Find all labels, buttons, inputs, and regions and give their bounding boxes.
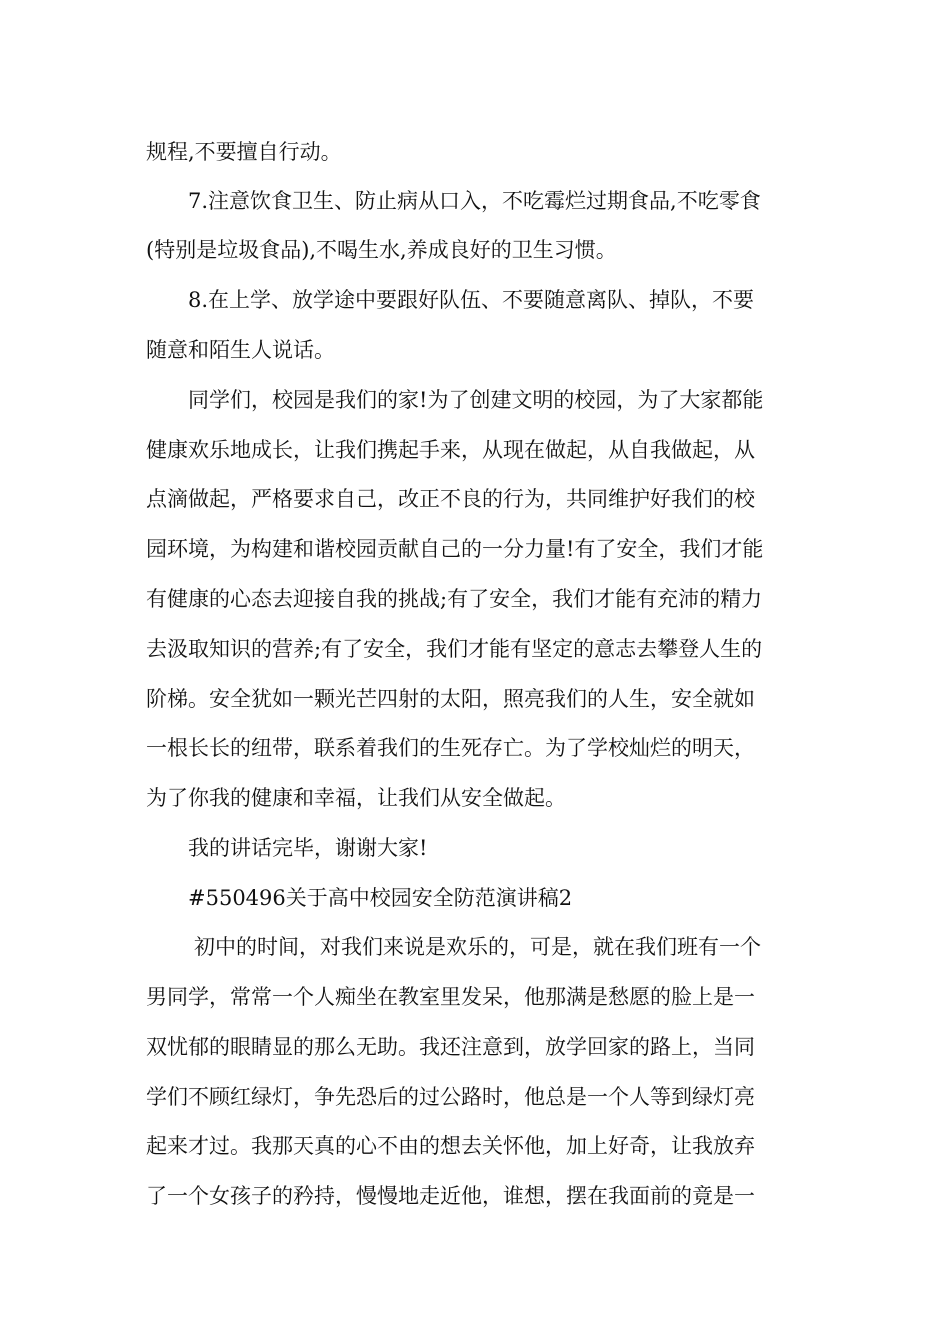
text-line: 初中的时间，对我们来说是欢乐的，可是，就在我们班有一个: [194, 935, 761, 959]
text-line: 同学们，校园是我们的家!为了创建文明的校园，为了大家都能: [188, 388, 764, 412]
text-line: 随意和陌生人说话。: [146, 338, 335, 362]
text-line: 去汲取知识的营养;有了安全，我们才能有坚定的意志去攀登人生的: [146, 637, 763, 661]
text-line: 我的讲话完毕，谢谢大家!: [188, 836, 428, 860]
text-line: 学们不顾红绿灯，争先恐后的过公路时，他总是一个人等到绿灯亮: [146, 1085, 755, 1109]
text-line: 8.在上学、放学途中要跟好队伍、不要随意离队、掉队，不要: [188, 288, 755, 312]
text-line: 有健康的心态去迎接自我的挑战;有了安全，我们才能有充沛的精力: [146, 587, 763, 611]
text-line: 规程,不要擅自行动。: [146, 140, 342, 164]
text-line: 点滴做起，严格要求自己，改正不良的行为，共同维护好我们的校: [146, 487, 755, 511]
text-line: 7.注意饮食卫生、防止病从口入，不吃霉烂过期食品,不吃零食: [188, 189, 761, 213]
text-line: 园环境，为构建和谐校园贡献自己的一分力量!有了安全，我们才能: [146, 537, 764, 561]
text-line: 为了你我的健康和幸福，让我们从安全做起。: [146, 786, 566, 810]
text-line: 双忧郁的眼睛显的那么无助。我还注意到，放学回家的路上，当同: [146, 1035, 755, 1059]
text-line: 一根长长的纽带，联系着我们的生死存亡。为了学校灿烂的明天，: [146, 736, 755, 760]
text-line: 健康欢乐地成长，让我们携起手来，从现在做起，从自我做起，从: [146, 438, 755, 462]
section-heading: #550496关于高中校园安全防范演讲稿2: [188, 886, 573, 910]
text-line: 阶梯。安全犹如一颗光芒四射的太阳，照亮我们的人生，安全就如: [146, 687, 755, 711]
text-line: 男同学，常常一个人痴坐在教室里发呆，他那满是愁愿的脸上是一: [146, 985, 755, 1009]
text-line: (特别是垃圾食品),不喝生水,养成良好的卫生习惯。: [146, 238, 617, 262]
text-line: 了一个女孩子的矜持，慢慢地走近他，谁想，摆在我面前的竟是一: [146, 1184, 755, 1208]
text-line: 起来才过。我那天真的心不由的想去关怀他，加上好奇，让我放弃: [146, 1134, 755, 1158]
